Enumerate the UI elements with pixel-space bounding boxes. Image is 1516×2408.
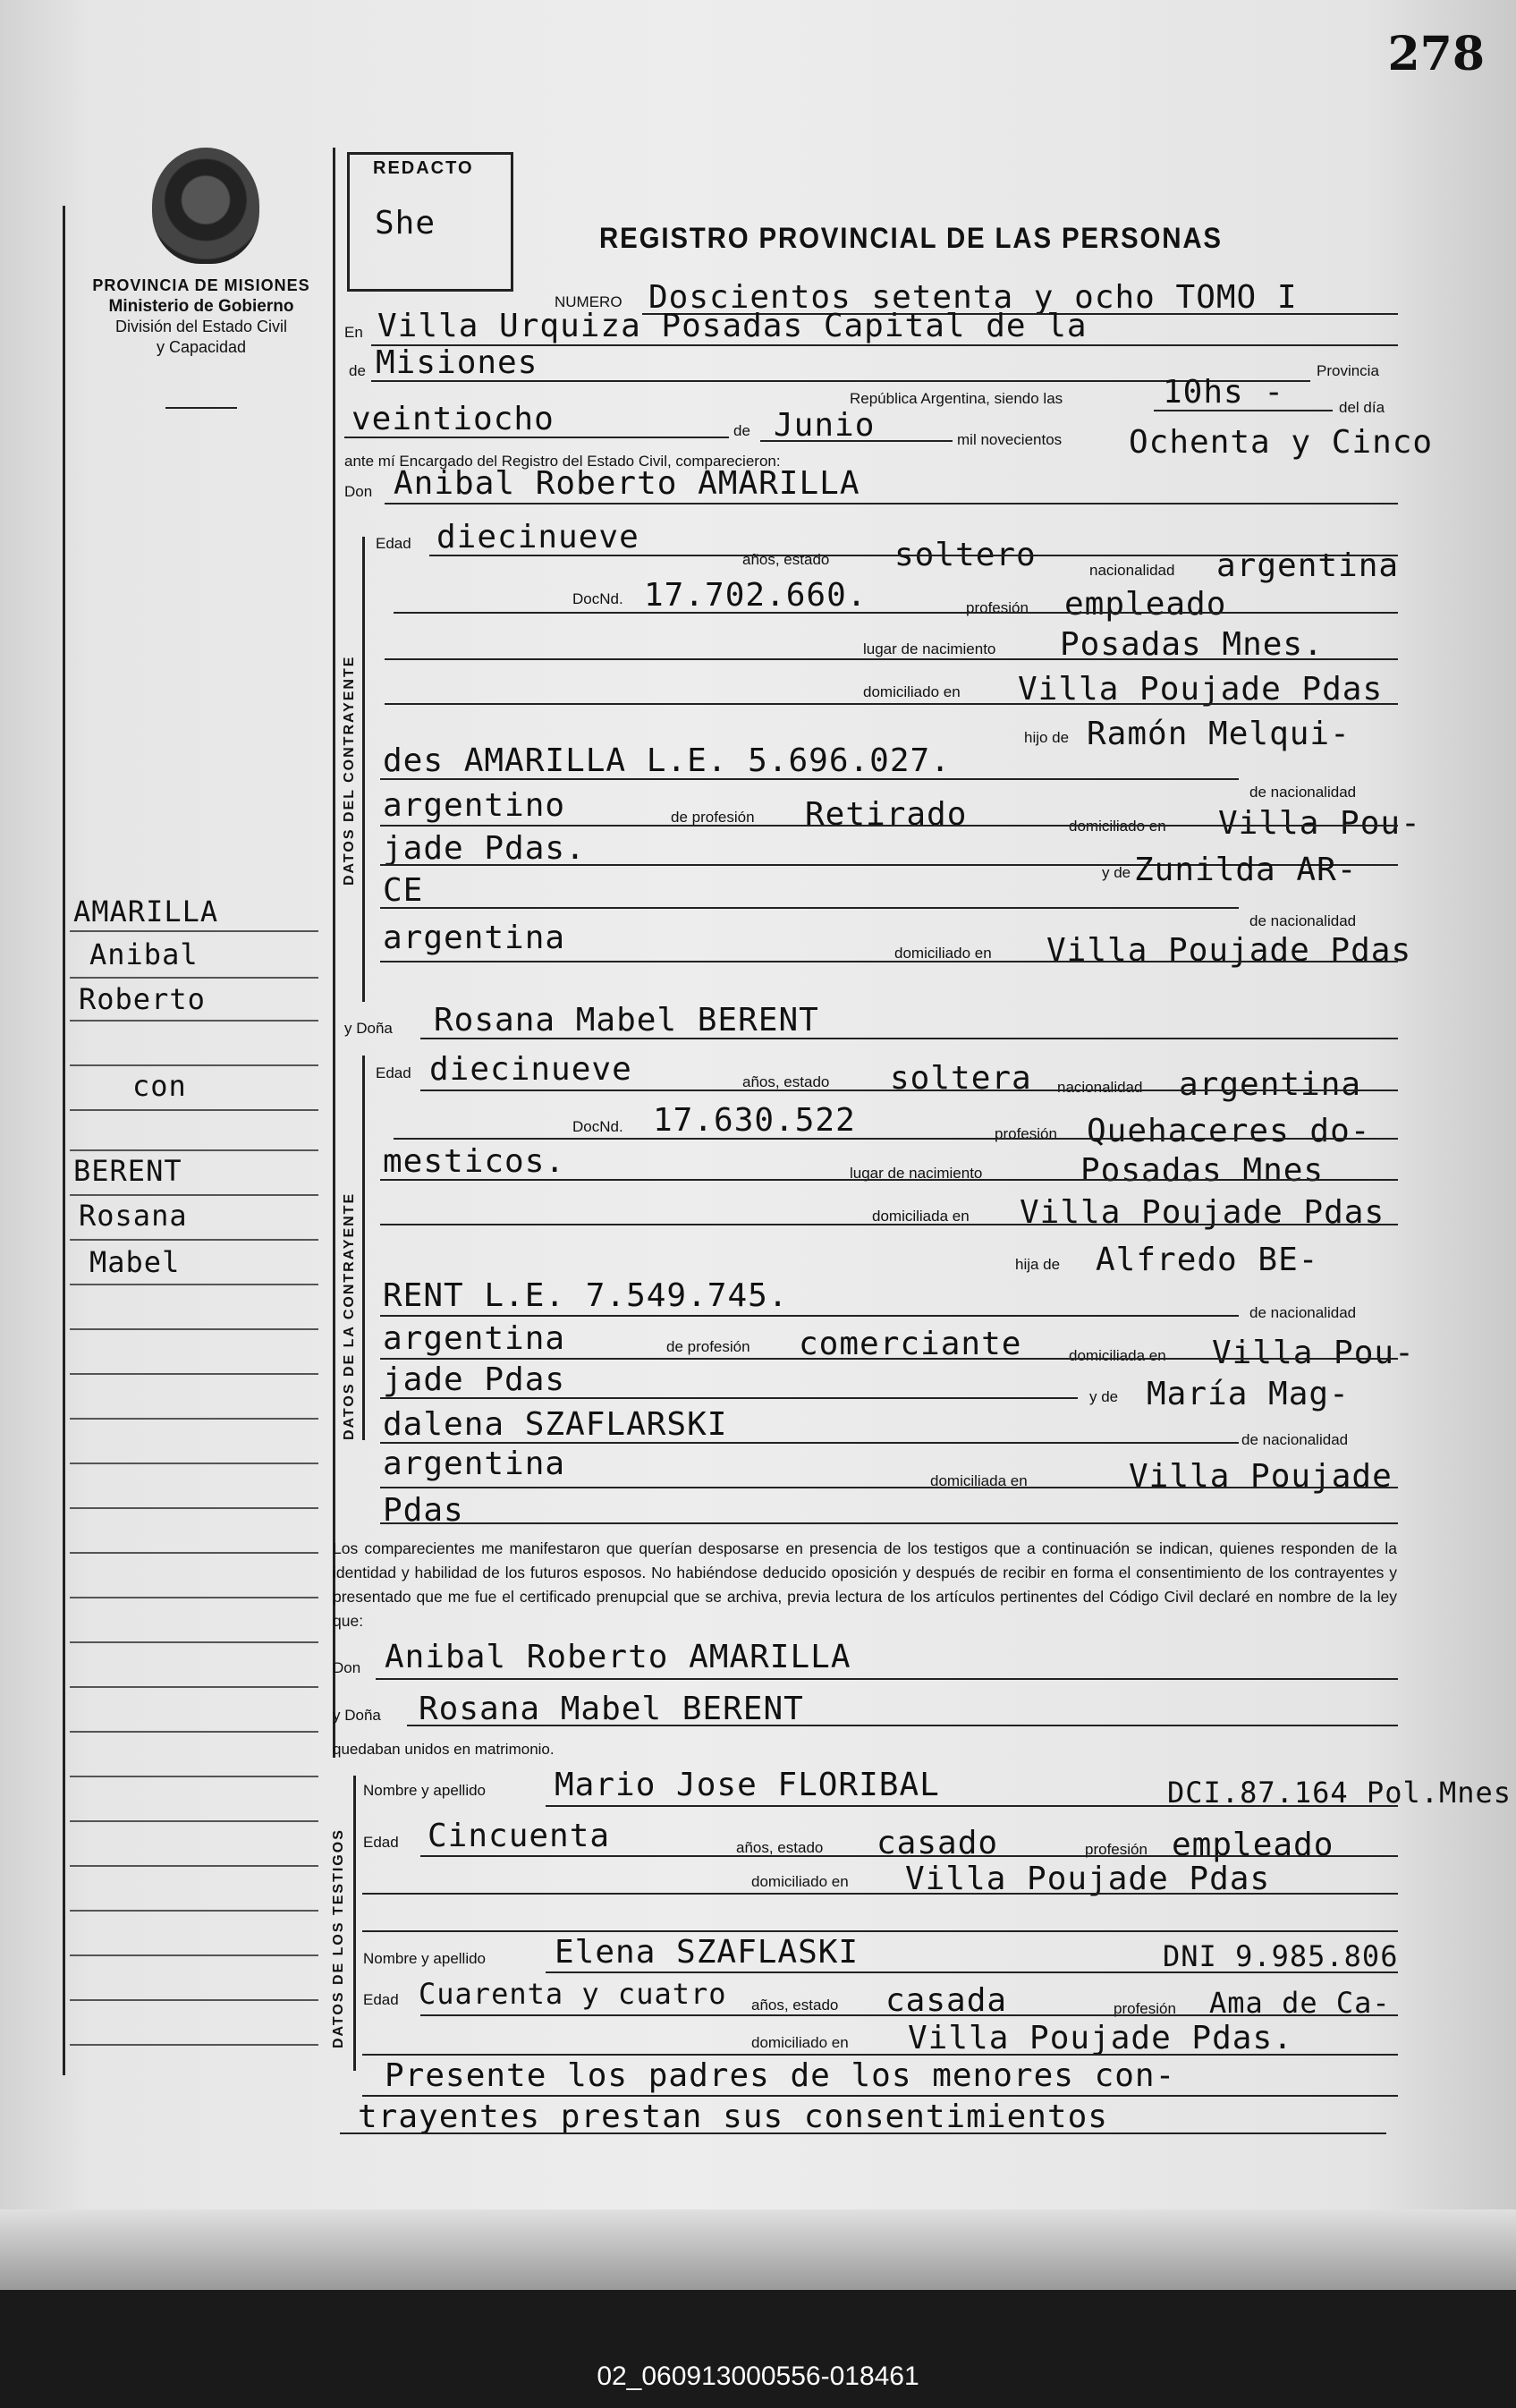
c-hijo-label: hijo de xyxy=(1024,729,1070,746)
f-padre-line xyxy=(380,1315,1239,1317)
f-padre-nac-label: de nacionalidad xyxy=(1249,1304,1357,1321)
t2-edad-line xyxy=(420,2014,1398,2016)
heading-division: División del Estado Civil xyxy=(114,318,288,336)
c-doc-value: 17.702.660. xyxy=(644,577,868,614)
margin-rule xyxy=(70,1194,318,1196)
hora-line xyxy=(1154,410,1333,411)
margin-rule xyxy=(70,1731,318,1733)
t1-edad-line xyxy=(420,1855,1398,1857)
f-padre-dom-line xyxy=(380,1397,1078,1399)
note-line-2: trayentes prestan sus consentimientos xyxy=(358,2099,1108,2135)
left-margin-line xyxy=(63,206,65,2075)
margin-rule xyxy=(70,1239,318,1241)
c-dom-label: domiciliado en xyxy=(863,683,961,700)
don-label: Don xyxy=(344,483,373,500)
margin-rule xyxy=(70,1865,318,1867)
c-padre-nac-label: de nacionalidad xyxy=(1249,784,1357,801)
t2-nombre-value: Elena SZAFLASKI xyxy=(555,1934,860,1971)
margin-rule xyxy=(70,1373,318,1375)
numero-value: Doscientos setenta y ocho TOMO I xyxy=(648,279,1298,316)
contrayente-f-bracket xyxy=(362,1056,365,1440)
t1-doc-value: DCI.87.164 Pol.Mnes xyxy=(1167,1776,1512,1810)
t1-dom-value: Villa Poujade Pdas xyxy=(905,1861,1271,1897)
margin-rule xyxy=(70,930,318,932)
f-name: Rosana Mabel BERENT xyxy=(434,1002,819,1039)
redacto-value: She xyxy=(375,205,436,242)
c-doc-line xyxy=(394,612,1398,614)
f-lugar-value: Posadas Mnes xyxy=(1080,1152,1325,1189)
don-line xyxy=(385,503,1398,504)
c-madre-nac-label: de nacionalidad xyxy=(1249,912,1357,929)
f-edad-label: Edad xyxy=(376,1064,411,1081)
margin-rule xyxy=(70,1020,318,1022)
c-madre-value-2: CE xyxy=(383,872,424,909)
en-value: Villa Urquiza Posadas Capital de la xyxy=(377,308,1088,344)
margin-rule xyxy=(70,1552,318,1554)
c-lugar-line xyxy=(385,658,1398,660)
f-madre-dom-line xyxy=(380,1487,1398,1488)
margin-rule xyxy=(70,1910,318,1912)
margin-name-2: Roberto xyxy=(79,982,206,1016)
hora-value: 10hs - xyxy=(1163,374,1285,411)
f-padre-dom-label: domiciliada en xyxy=(1069,1347,1166,1364)
de-value: Misiones xyxy=(376,344,538,381)
t2-prof-label: profesión xyxy=(1114,2000,1176,2017)
f-y-de-label: y de xyxy=(1089,1388,1119,1405)
page-number: 278 xyxy=(1387,27,1485,81)
f-padre-nac: argentina xyxy=(383,1320,566,1357)
f-doc-value: 17.630.522 xyxy=(653,1102,856,1139)
c-padre-nac: argentino xyxy=(383,787,566,824)
document-title: REGISTRO PROVINCIAL DE LAS PERSONAS xyxy=(599,222,1223,254)
c-padre-dom-1: Villa Pou- xyxy=(1218,805,1421,842)
f-doc-line xyxy=(394,1138,1398,1140)
margin-con: con xyxy=(132,1069,187,1103)
dia-line xyxy=(344,437,729,438)
margin-rule xyxy=(70,1954,318,1956)
c-prof-value: empleado xyxy=(1064,586,1227,623)
t1-prof-value: empleado xyxy=(1172,1827,1334,1863)
del-dia-label: del día xyxy=(1339,399,1385,416)
c-madre-value-1: Zunilda AR- xyxy=(1134,852,1358,888)
f-padre-value-2: RENT L.E. 7.549.745. xyxy=(383,1277,789,1314)
c-madre-dom-line xyxy=(380,961,1398,962)
f-padre-prof: comerciante xyxy=(799,1326,1022,1362)
ante-text: ante mí Encargado del Registro del Estado Civil, comparecieron: xyxy=(344,453,781,470)
c-madre-dom: Villa Poujade Pdas xyxy=(1046,932,1412,969)
heading-underline xyxy=(165,407,237,409)
f-padre-value-1: Alfredo BE- xyxy=(1096,1242,1319,1278)
margin-surname: AMARILLA xyxy=(73,895,219,928)
contrayente-bracket xyxy=(362,537,365,1002)
margin-rule xyxy=(70,1641,318,1643)
provincial-seal xyxy=(152,148,259,264)
c-padre-value-1: Ramón Melqui- xyxy=(1087,716,1351,752)
scan-identifier: 02_060913000556-018461 xyxy=(597,2361,919,2391)
decl-dona-line xyxy=(407,1725,1398,1726)
c-de-prof-label: de profesión xyxy=(671,809,755,826)
margin-rule xyxy=(70,1507,318,1509)
margin-rule xyxy=(70,1328,318,1330)
t2-nombre-label: Nombre y apellido xyxy=(363,1950,487,1967)
f-estado-value: soltera xyxy=(890,1060,1032,1097)
f-madre-dom-1: Villa Poujade xyxy=(1129,1458,1393,1495)
f-name-line xyxy=(420,1038,1398,1039)
margin-rule xyxy=(70,977,318,979)
margin-rule xyxy=(70,1820,318,1822)
c-nac-value: argentina xyxy=(1216,547,1400,584)
anio-value: Ochenta y Cinco xyxy=(1129,424,1434,461)
t2-dom-line xyxy=(362,2054,1398,2056)
note-rule-1 xyxy=(362,2095,1398,2097)
margin-rule xyxy=(70,1463,318,1464)
center-vertical-line xyxy=(333,148,335,1758)
declaration-paragraph: Los comparecientes me manifestaron que querían desposarse en presencia de los testigos que a continuación se indican, quienes responden de la identidad y habilidad de los futuros esposos. No habiéndose deducido oposición y después de recibir en forma el consentimiento de los contrayentes y presentado que me fue el certificado prenupcial que se archiva, previa lectura de los artículos pertinentes del Código Civil declaré en nombre de la ley que: xyxy=(333,1539,1397,1631)
c-dom-value: Villa Poujade Pdas xyxy=(1018,671,1384,708)
margin-rule xyxy=(70,1418,318,1420)
f-prof-label: profesión xyxy=(995,1125,1057,1142)
t2-edad-label: Edad xyxy=(363,1991,399,2008)
c-padre-dom-label: domiciliado en xyxy=(1069,818,1166,835)
f-nac-value: argentina xyxy=(1179,1066,1362,1103)
decl-dona-value: Rosana Mabel BERENT xyxy=(419,1691,804,1727)
margin-name-4: Mabel xyxy=(89,1245,181,1279)
margin-rule xyxy=(70,1597,318,1598)
f-lugar-line xyxy=(380,1179,1398,1181)
republica-label: República Argentina, siendo las xyxy=(850,390,1063,407)
t2-anos-label: años, estado xyxy=(751,1997,839,2014)
testigos-bracket xyxy=(353,1776,356,2071)
decl-closing: quedaban unidos en matrimonio. xyxy=(333,1741,555,1758)
c-madre-dom-label: domiciliado en xyxy=(894,945,992,962)
f-lugar-label: lugar de nacimiento xyxy=(850,1165,983,1182)
numero-label: NUMERO xyxy=(555,293,622,310)
don-value: Anibal Roberto AMARILLA xyxy=(394,465,860,502)
c-anos-label: años, estado xyxy=(742,551,830,568)
f-y-dona-label: y Doña xyxy=(344,1020,393,1037)
t1-dom-label: domiciliado en xyxy=(751,1873,849,1890)
f-madre-dom-label: domiciliada en xyxy=(930,1472,1028,1489)
note-rule-2 xyxy=(340,2132,1386,2134)
margin-surname-2: BERENT xyxy=(73,1154,182,1188)
t1-dom-line xyxy=(362,1893,1398,1895)
f-hija-label: hija de xyxy=(1015,1256,1061,1273)
t1-nombre-value: Mario Jose FLORIBAL xyxy=(555,1767,940,1803)
f-madre-dom-line-2 xyxy=(380,1522,1398,1524)
c-edad-value: diecinueve xyxy=(436,519,639,555)
f-madre-value-2: dalena SZAFLARSKI xyxy=(383,1406,728,1443)
c-padre-line xyxy=(380,778,1239,780)
decl-don-value: Anibal Roberto AMARILLA xyxy=(385,1639,851,1675)
c-madre-nac: argentina xyxy=(383,920,566,956)
mil-label: mil novecientos xyxy=(957,431,1063,448)
margin-rule xyxy=(70,1064,318,1066)
c-dom-line xyxy=(385,703,1398,705)
f-madre-nac: argentina xyxy=(383,1446,566,1482)
margin-name-1: Anibal xyxy=(89,937,199,971)
t2-doc-value: DNI 9.985.806 xyxy=(1163,1939,1399,1973)
c-edad-label: Edad xyxy=(376,535,411,552)
f-madre-line xyxy=(380,1442,1239,1444)
t1-anos-label: años, estado xyxy=(736,1839,824,1856)
f-prof-value-1: Quehaceres do- xyxy=(1087,1113,1371,1149)
decl-dona-label: y Doña xyxy=(333,1707,381,1724)
t2-nombre-line xyxy=(546,1971,1398,1973)
c-y-de-label: y de xyxy=(1102,864,1131,881)
ministry-heading xyxy=(72,276,331,357)
f-madre-value-1: María Mag- xyxy=(1147,1376,1350,1412)
f-madre-nac-label: de nacionalidad xyxy=(1241,1431,1349,1448)
redacto-label: REDACTO xyxy=(373,158,474,178)
t2-estado-value: casada xyxy=(885,1982,1008,2019)
margin-rule xyxy=(70,1776,318,1777)
testigos-side-label: DATOS DE LOS TESTIGOS xyxy=(331,1828,346,2048)
f-nac-label: nacionalidad xyxy=(1057,1079,1143,1096)
c-padre-value-2: des AMARILLA L.E. 5.696.027. xyxy=(383,742,951,779)
f-doc-label: DocNd. xyxy=(572,1118,623,1135)
c-nac-label: nacionalidad xyxy=(1089,562,1175,579)
note-line-1: Presente los padres de los menores con- xyxy=(385,2057,1176,2094)
f-dom-value: Villa Poujade Pdas xyxy=(1020,1194,1385,1231)
redacto-box xyxy=(347,152,513,292)
t1-edad-label: Edad xyxy=(363,1834,399,1851)
c-lugar-value: Posadas Mnes. xyxy=(1060,626,1324,663)
c-edad-line xyxy=(429,555,1398,556)
margin-rule xyxy=(70,1999,318,2001)
c-padre-prof-line xyxy=(380,825,1398,827)
contrayente-f-side-label: DATOS DE LA CONTRAYENTE xyxy=(342,1191,357,1440)
t1-estado-value: casado xyxy=(877,1825,999,1861)
heading-province: PROVINCIA DE MISIONES xyxy=(92,276,310,294)
f-madre-dom-2: Pdas xyxy=(383,1492,464,1529)
f-dom-label: domiciliada en xyxy=(872,1208,970,1225)
t2-dom-label: domiciliado en xyxy=(751,2034,849,2051)
contrayente-side-label: DATOS DEL CONTRAYENTE xyxy=(342,655,357,886)
f-edad-line xyxy=(420,1090,1398,1091)
margin-rule xyxy=(70,1284,318,1285)
f-anos-label: años, estado xyxy=(742,1073,830,1090)
t1-nombre-label: Nombre y apellido xyxy=(363,1782,487,1799)
c-madre-line xyxy=(380,907,1239,909)
dia-value: veintiocho xyxy=(351,401,555,437)
de-label: de xyxy=(349,362,366,379)
t2-edad-value: Cuarenta y cuatro xyxy=(419,1977,727,2011)
page-shadow xyxy=(0,2209,1516,2290)
margin-rule xyxy=(70,1686,318,1688)
f-prof-value-2: mesticos. xyxy=(383,1143,566,1180)
f-dom-line xyxy=(380,1224,1398,1225)
decl-don-line xyxy=(376,1678,1398,1680)
mes-line xyxy=(760,440,953,442)
f-de-prof-label: de profesión xyxy=(666,1338,750,1355)
t1-prof-label: profesión xyxy=(1085,1841,1148,1858)
en-label: En xyxy=(344,324,363,341)
c-padre-dom-2: jade Pdas. xyxy=(383,830,586,867)
f-padre-dom-1: Villa Pou- xyxy=(1212,1335,1415,1371)
t1-edad-value: Cincuenta xyxy=(428,1818,611,1854)
t2-prof-value: Ama de Ca- xyxy=(1209,1986,1391,2020)
mes-value: Junio xyxy=(774,407,876,444)
decl-don-label: Don xyxy=(333,1659,361,1676)
de2-label: de xyxy=(733,422,750,439)
t-separator-line xyxy=(362,1930,1398,1932)
margin-rule xyxy=(70,2044,318,2046)
f-padre-dom-2: jade Pdas xyxy=(383,1361,566,1398)
f-edad-value: diecinueve xyxy=(429,1051,632,1088)
heading-ministry: Ministerio de Gobierno xyxy=(108,296,294,316)
margin-rule xyxy=(70,1149,318,1151)
t2-dom-value: Villa Poujade Pdas. xyxy=(908,2020,1293,2056)
margin-name-3: Rosana xyxy=(79,1199,188,1233)
c-estado-value: soltero xyxy=(894,537,1037,573)
c-padre-prof: Retirado xyxy=(805,796,968,833)
provincia-label: Provincia xyxy=(1317,362,1379,379)
margin-rule xyxy=(70,1109,318,1111)
c-prof-label: profesión xyxy=(966,599,1029,616)
f-padre-prof-line xyxy=(380,1358,1398,1360)
t1-nombre-line xyxy=(546,1805,1398,1807)
heading-capacity: y Capacidad xyxy=(156,337,247,356)
c-lugar-label: lugar de nacimiento xyxy=(863,640,996,657)
c-doc-label: DocNd. xyxy=(572,590,623,607)
